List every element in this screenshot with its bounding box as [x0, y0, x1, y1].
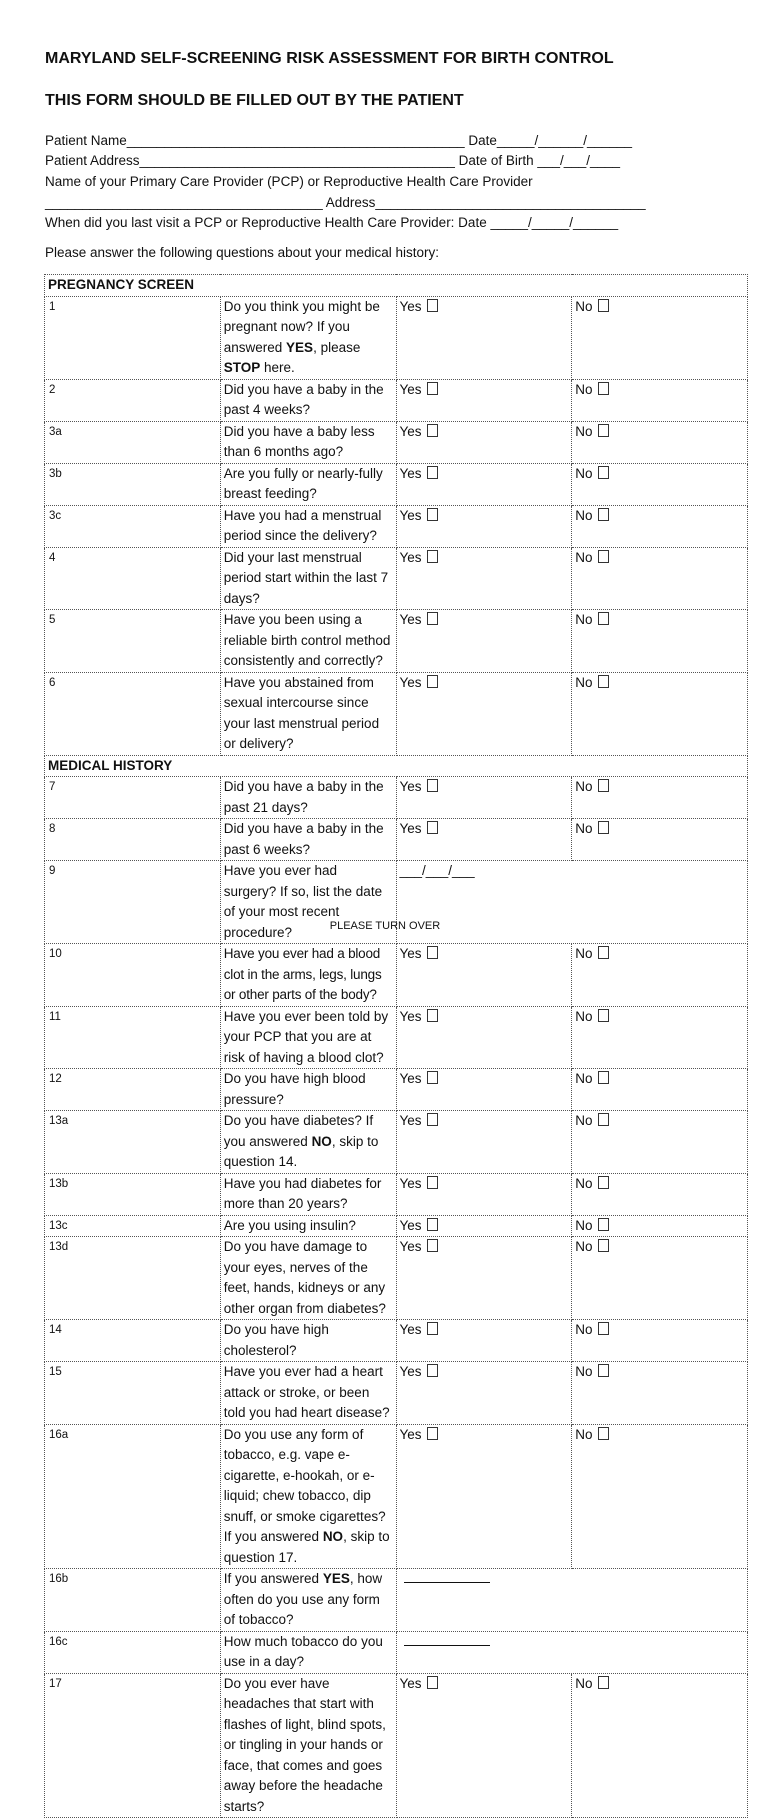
surgery-date-field[interactable]: ___/___/___ [396, 861, 748, 944]
checkbox[interactable] [598, 1009, 609, 1022]
checkbox[interactable] [598, 1071, 609, 1084]
form-title: MARYLAND SELF-SCREENING RISK ASSESSMENT FOR BIRTH CONTROL [45, 50, 614, 67]
yes-option[interactable]: Yes [396, 1006, 572, 1069]
checkbox[interactable] [427, 1427, 438, 1440]
yes-option[interactable]: Yes [396, 610, 572, 673]
no-option[interactable]: No [572, 421, 748, 463]
question-text: Do you have diabetes? If you answered NO, skip to question 14. [220, 1111, 396, 1174]
question-text: Are you fully or nearly-fully breast feeding? [220, 463, 396, 505]
question-number: 6 [45, 672, 221, 755]
question-text: How much tobacco do you use in a day? [220, 1631, 396, 1673]
checkbox[interactable] [427, 508, 438, 521]
no-option[interactable]: No [572, 547, 748, 610]
yes-option[interactable]: Yes [396, 1320, 572, 1362]
yes-option[interactable]: Yes [396, 1111, 572, 1174]
question-text: Have you ever been told by your PCP that you are at risk of having a blood clot? [220, 1006, 396, 1069]
question-text: If you answered YES, how often do you use any form of tobacco? [220, 1569, 396, 1632]
question-number: 4 [45, 547, 221, 610]
question-number: 11 [45, 1006, 221, 1069]
no-option[interactable]: No [572, 1362, 748, 1425]
patient-name-field[interactable]: Patient Name_____________________________________________ Date_____/______/______ [45, 133, 633, 148]
question-text: Do you have high cholesterol? [220, 1320, 396, 1362]
no-option[interactable]: No [572, 777, 748, 819]
page-footer: PLEASE TURN OVER [329, 920, 441, 932]
question-row [45, 421, 748, 463]
yes-option[interactable]: Yes [396, 672, 572, 755]
checkbox[interactable] [427, 1218, 438, 1231]
no-option[interactable]: No [572, 944, 748, 1007]
question-number: 16c [45, 1631, 221, 1673]
section-row [45, 275, 748, 297]
yes-option[interactable]: Yes [396, 1424, 572, 1569]
no-option[interactable]: No [572, 1173, 748, 1215]
yes-option[interactable]: Yes [396, 819, 572, 861]
checkbox[interactable] [427, 550, 438, 563]
intro-text: Please answer the following questions about your medical history: [45, 245, 439, 260]
question-text: Did you have a baby in the past 4 weeks? [220, 379, 396, 421]
question-text: Do you think you might be pregnant now? If you answered YES, please STOP here. [220, 296, 396, 379]
yes-option[interactable]: Yes [396, 1173, 572, 1215]
question-row [45, 610, 748, 673]
question-number: 16b [45, 1569, 221, 1632]
no-option[interactable]: No [572, 1320, 748, 1362]
yes-option[interactable]: Yes [396, 1215, 572, 1237]
question-text: Have you abstained from sexual intercourse since your last menstrual period or delivery? [220, 672, 396, 755]
no-option[interactable]: No [572, 463, 748, 505]
question-number: 16a [45, 1424, 221, 1569]
no-option[interactable]: No [572, 610, 748, 673]
yes-option[interactable]: Yes [396, 1237, 572, 1320]
question-row [45, 1362, 748, 1425]
question-text: Have you ever had a blood clot in the arms, legs, lungs or other parts of the body? [220, 944, 396, 1007]
checkbox[interactable] [598, 1218, 609, 1231]
checkbox[interactable] [598, 1239, 609, 1252]
tobacco-frequency-field[interactable] [396, 1569, 748, 1632]
no-option[interactable]: No [572, 819, 748, 861]
question-row [45, 1569, 748, 1632]
yes-option[interactable]: Yes [396, 944, 572, 1007]
no-option[interactable]: No [572, 1237, 748, 1320]
no-option[interactable]: No [572, 1424, 748, 1569]
patient-address-field[interactable]: Patient Address__________________________________________ Date of Birth ___/___/____ [45, 153, 621, 168]
no-option[interactable]: No [572, 1215, 748, 1237]
pcp-address-field[interactable]: _____________________________________ Address____________________________________ [45, 195, 646, 210]
question-number: 5 [45, 610, 221, 673]
question-number: 14 [45, 1320, 221, 1362]
no-option[interactable]: No [572, 1111, 748, 1174]
question-text: Do you have damage to your eyes, nerves of the feet, hands, kidneys or any other organ from diabetes? [220, 1237, 396, 1320]
question-row [45, 505, 748, 547]
checkbox[interactable] [427, 821, 438, 834]
question-number: 9 [45, 861, 221, 944]
checkbox[interactable] [598, 946, 609, 959]
checkbox[interactable] [427, 1322, 438, 1335]
question-row [45, 296, 748, 379]
checkbox[interactable] [427, 946, 438, 959]
section-row [45, 755, 748, 777]
checkbox[interactable] [427, 1676, 438, 1689]
yes-option[interactable]: Yes [396, 505, 572, 547]
checkbox[interactable] [598, 466, 609, 479]
checkbox[interactable] [427, 675, 438, 688]
checkbox[interactable] [427, 779, 438, 792]
checkbox[interactable] [427, 1113, 438, 1126]
question-text: Do you have high blood pressure? [220, 1069, 396, 1111]
checkbox[interactable] [598, 821, 609, 834]
checkbox[interactable] [427, 1364, 438, 1377]
question-number: 13d [45, 1237, 221, 1320]
question-text: Are you using insulin? [220, 1215, 396, 1237]
no-option[interactable]: No [572, 379, 748, 421]
yes-option[interactable]: Yes [396, 421, 572, 463]
question-number: 13b [45, 1173, 221, 1215]
question-row [45, 1673, 748, 1818]
question-row [45, 672, 748, 755]
question-row [45, 944, 748, 1007]
question-row [45, 1237, 748, 1320]
question-row [45, 1424, 748, 1569]
question-text: Did you have a baby in the past 21 days? [220, 777, 396, 819]
question-number: 10 [45, 944, 221, 1007]
section-medical: MEDICAL HISTORY [45, 755, 748, 777]
pcp-name-label: Name of your Primary Care Provider (PCP) or Reproductive Health Care Provider [45, 174, 533, 189]
no-option[interactable]: No [572, 1069, 748, 1111]
question-text: Did you have a baby in the past 6 weeks? [220, 819, 396, 861]
question-number: 3b [45, 463, 221, 505]
question-text: Do you use any form of tobacco, e.g. vape e-cigarette, e-hookah, or e-liquid; chew tobacco, dip snuff, or smoke cigarettes? If you answered NO, skip to question 17. [220, 1424, 396, 1569]
question-number: 8 [45, 819, 221, 861]
no-option[interactable]: No [572, 296, 748, 379]
question-text: Have you had diabetes for more than 20 years? [220, 1173, 396, 1215]
checkbox[interactable] [427, 612, 438, 625]
question-text: Have you ever had surgery? If so, list the date of your most recent procedure? [220, 861, 396, 944]
tobacco-amount-field[interactable] [396, 1631, 748, 1673]
question-number: 15 [45, 1362, 221, 1425]
checkbox[interactable] [598, 779, 609, 792]
question-row [45, 1111, 748, 1174]
question-row [45, 1631, 748, 1673]
question-row [45, 819, 748, 861]
checkbox[interactable] [598, 299, 609, 312]
checkbox[interactable] [598, 1427, 609, 1440]
question-row [45, 547, 748, 610]
yes-option[interactable]: Yes [396, 296, 572, 379]
checkbox[interactable] [427, 1009, 438, 1022]
yes-option[interactable]: Yes [396, 463, 572, 505]
question-row [45, 1069, 748, 1111]
question-row [45, 463, 748, 505]
yes-option[interactable]: Yes [396, 1673, 572, 1818]
question-number: 3c [45, 505, 221, 547]
question-number: 2 [45, 379, 221, 421]
checkbox[interactable] [598, 675, 609, 688]
checkbox[interactable] [598, 550, 609, 563]
question-row [45, 1215, 748, 1237]
question-number: 13a [45, 1111, 221, 1174]
checkbox[interactable] [598, 1113, 609, 1126]
question-row [45, 777, 748, 819]
question-text: Did your last menstrual period start within the last 7 days? [220, 547, 396, 610]
checkbox[interactable] [598, 508, 609, 521]
no-option[interactable]: No [572, 505, 748, 547]
question-text: Have you had a menstrual period since the delivery? [220, 505, 396, 547]
no-option[interactable]: No [572, 1006, 748, 1069]
questionnaire-table [44, 274, 748, 1818]
yes-option[interactable]: Yes [396, 379, 572, 421]
checkbox[interactable] [598, 1676, 609, 1689]
question-row [45, 1173, 748, 1215]
question-text: Have you ever had a heart attack or stroke, or been told you had heart disease? [220, 1362, 396, 1425]
no-option[interactable]: No [572, 1673, 748, 1818]
checkbox[interactable] [427, 1071, 438, 1084]
checkbox[interactable] [598, 424, 609, 437]
checkbox[interactable] [427, 382, 438, 395]
checkbox[interactable] [598, 1364, 609, 1377]
checkbox[interactable] [427, 1239, 438, 1252]
yes-option[interactable]: Yes [396, 777, 572, 819]
checkbox[interactable] [598, 1322, 609, 1335]
question-text: Have you been using a reliable birth control method consistently and correctly? [220, 610, 396, 673]
question-text: Do you ever have headaches that start with flashes of light, blind spots, or tingling in your hands or face, that comes and goes away before the headache starts? [220, 1673, 396, 1818]
checkbox[interactable] [427, 1176, 438, 1189]
last-visit-field[interactable]: When did you last visit a PCP or Reproductive Health Care Provider: Date _____/_____/______ [45, 215, 619, 230]
question-text: Did you have a baby less than 6 months ago? [220, 421, 396, 463]
question-number: 13c [45, 1215, 221, 1237]
question-number: 7 [45, 777, 221, 819]
question-row [45, 1320, 748, 1362]
checkbox[interactable] [598, 612, 609, 625]
checkbox[interactable] [427, 299, 438, 312]
question-number: 17 [45, 1673, 221, 1818]
question-number: 3a [45, 421, 221, 463]
question-number: 1 [45, 296, 221, 379]
form-subtitle: THIS FORM SHOULD BE FILLED OUT BY THE PATIENT [45, 92, 464, 109]
question-number: 12 [45, 1069, 221, 1111]
yes-option[interactable]: Yes [396, 1069, 572, 1111]
question-row [45, 1006, 748, 1069]
checkbox[interactable] [427, 424, 438, 437]
yes-option[interactable]: Yes [396, 1362, 572, 1425]
no-option[interactable]: No [572, 672, 748, 755]
section-pregnancy: PREGNANCY SCREEN [45, 275, 748, 297]
checkbox[interactable] [598, 382, 609, 395]
checkbox[interactable] [598, 1176, 609, 1189]
yes-option[interactable]: Yes [396, 547, 572, 610]
checkbox[interactable] [427, 466, 438, 479]
question-row [45, 379, 748, 421]
